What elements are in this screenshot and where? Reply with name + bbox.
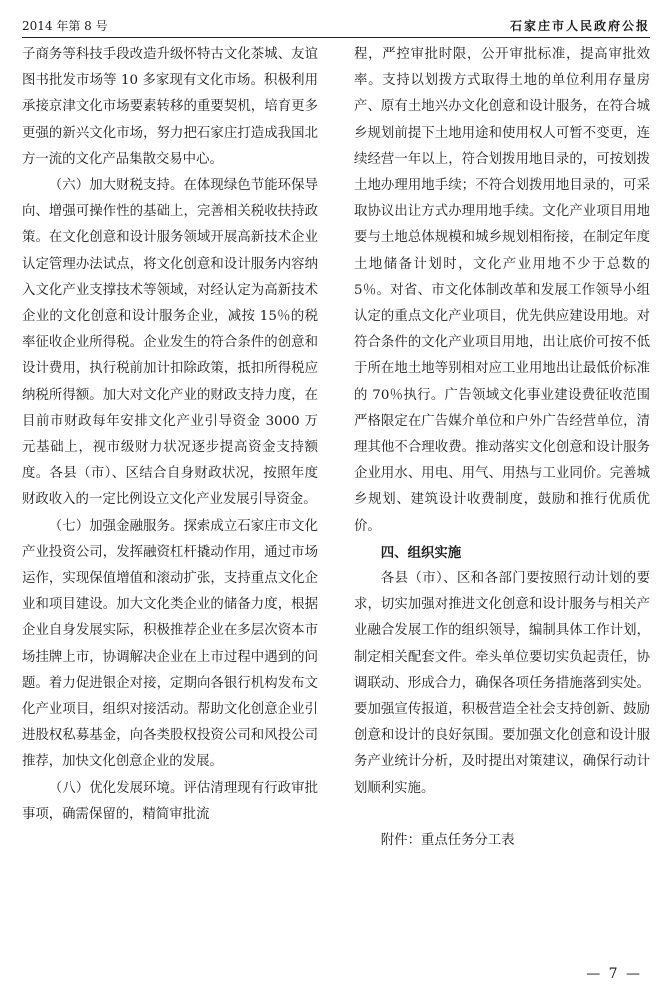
paragraph-continuation: 程，严控审批时限，公开审批标准，提高审批效率。支持以划拨方式取得土地的单位利用存量房产、原有土地兴办文化创意和设计服务，在符合城乡规划前提下土地用途和使用权人可暂不变更，连续经营一年以上，符合划拨用地目录的，可按划拨土地办理用地手续；不符合划拨用地目录的，可采取协议出让方式办理用地手续。文化产业项目用地要与土地总体规模和城乡规划相衔接，在制定年度土地储备计划时，文化产业用地不少于总数的 5％。对省、市文化体制改革和发展工作领导小组认定的重点文化产业项目，优先供应建设用地。对符合条件的文化产业项目用地，出让底价可按不低于所在地土地等别相对应工业用地出让最低价标准的 70％执行。广告领域文化事业建设费征收范围严格限定在广告媒介单位和户外广告经营单位，清理其他不合理收费。推动落实文化创意和设计服务企业用水、用电、用气、用热与工业同价。完善城乡规划、建筑设计收费制度，鼓励和推行优质优价。 (354, 47, 650, 534)
section-heading: 四、组织实施 (380, 544, 462, 561)
issue-label: 2014 年第 8 号 (22, 19, 108, 33)
journal-title: 石家庄市人民政府公报 (509, 19, 650, 33)
attachment-note: 附件：重点任务分工表 (380, 832, 515, 848)
section-lead-7: （七）加强金融服务。 (48, 518, 184, 534)
paragraph-text: 探索成立石家庄市文化产业投资公司，发挥融资杠杆撬动作用，通过市场运作，实现保值增值和滚动扩张，支持重点文化企业和项目建设。加大文化类企业的储备力度，根据企业自身发展实际，积极推荐企业在多层次资本市场挂牌上市，协调解决企业在上市过程中遇到的问题。着力促进银企对接，定期向各银行机构发布文化产业项目，组织对接活动。帮助文化创意企业引进股权私募基金，向各类股权投资公司和风投公司推荐，加快文化创意企业的发展。 (22, 518, 319, 770)
paragraph-finance-service (22, 514, 318, 776)
section-lead-6: （六）加大财税支持。 (48, 178, 184, 194)
paragraph-environment (22, 776, 318, 828)
paragraph-continuation: 子商务等科技手段改造升级怀特古文化茶城、友谊图书批发市场等 10 多家现有文化市场。积极利用承接京津文化市场要素转移的重要契机，培育更多更强的新兴文化市场，努力把石家庄打造成我国北方一流的文化产品集散交易中心。 (22, 47, 318, 167)
paragraph-implementation: 各县（市）、区和各部门要按照行动计划的要求，切实加强对推进文化创意和设计服务与相关产业融合发展工作的组织领导，编制具体工作计划，制定相关配套文件。牵头单位要切实负起责任，协调联动、形成合力，确保各项任务措施落到实处。要加强宣传报道，积极营造全社会支持创新、鼓励创意和设计的良好氛围。要加强文化创意和设计服务产业统计分析，及时提出对策建议，确保行动计划顺利实施。 (354, 571, 650, 796)
section-lead-8: （八）优化发展环境。 (48, 780, 184, 796)
right-column (354, 42, 650, 854)
page-number: — 7 — (586, 966, 642, 982)
paragraph-text: 在体现绿色节能环保导向、增强可操作性的基础上，完善相关税收扶持政策。在文化创意和设计服务领域开展高新技术企业认定管理办法试点，将文化创意和设计服务内容纳入文化产业支撑技术等领域，对经认定为高新技术企业的文化创意和设计服务企业，减按 15％的税率征收企业所得税。企业发生的符合条件的创意和设计费用，执行税前加计扣除政策，抵扣所得税应纳税所得额。加大对文化产业的财政支持力度，在目前市财政每年安排文化产业引导资金 3000 万元基础上，视市级财力状况逐步提高资金支持额度。各县（市）、区结合自身财政状况，按照年度财政收入的一定比例设立文化产业发展引导资金。 (22, 178, 319, 508)
page-header (22, 14, 650, 38)
paragraph-text: 评估清理现有行政审批事项，确需保留的，精简审批流 (22, 780, 319, 822)
paragraph-tax-support (22, 173, 318, 514)
left-column (22, 42, 318, 828)
